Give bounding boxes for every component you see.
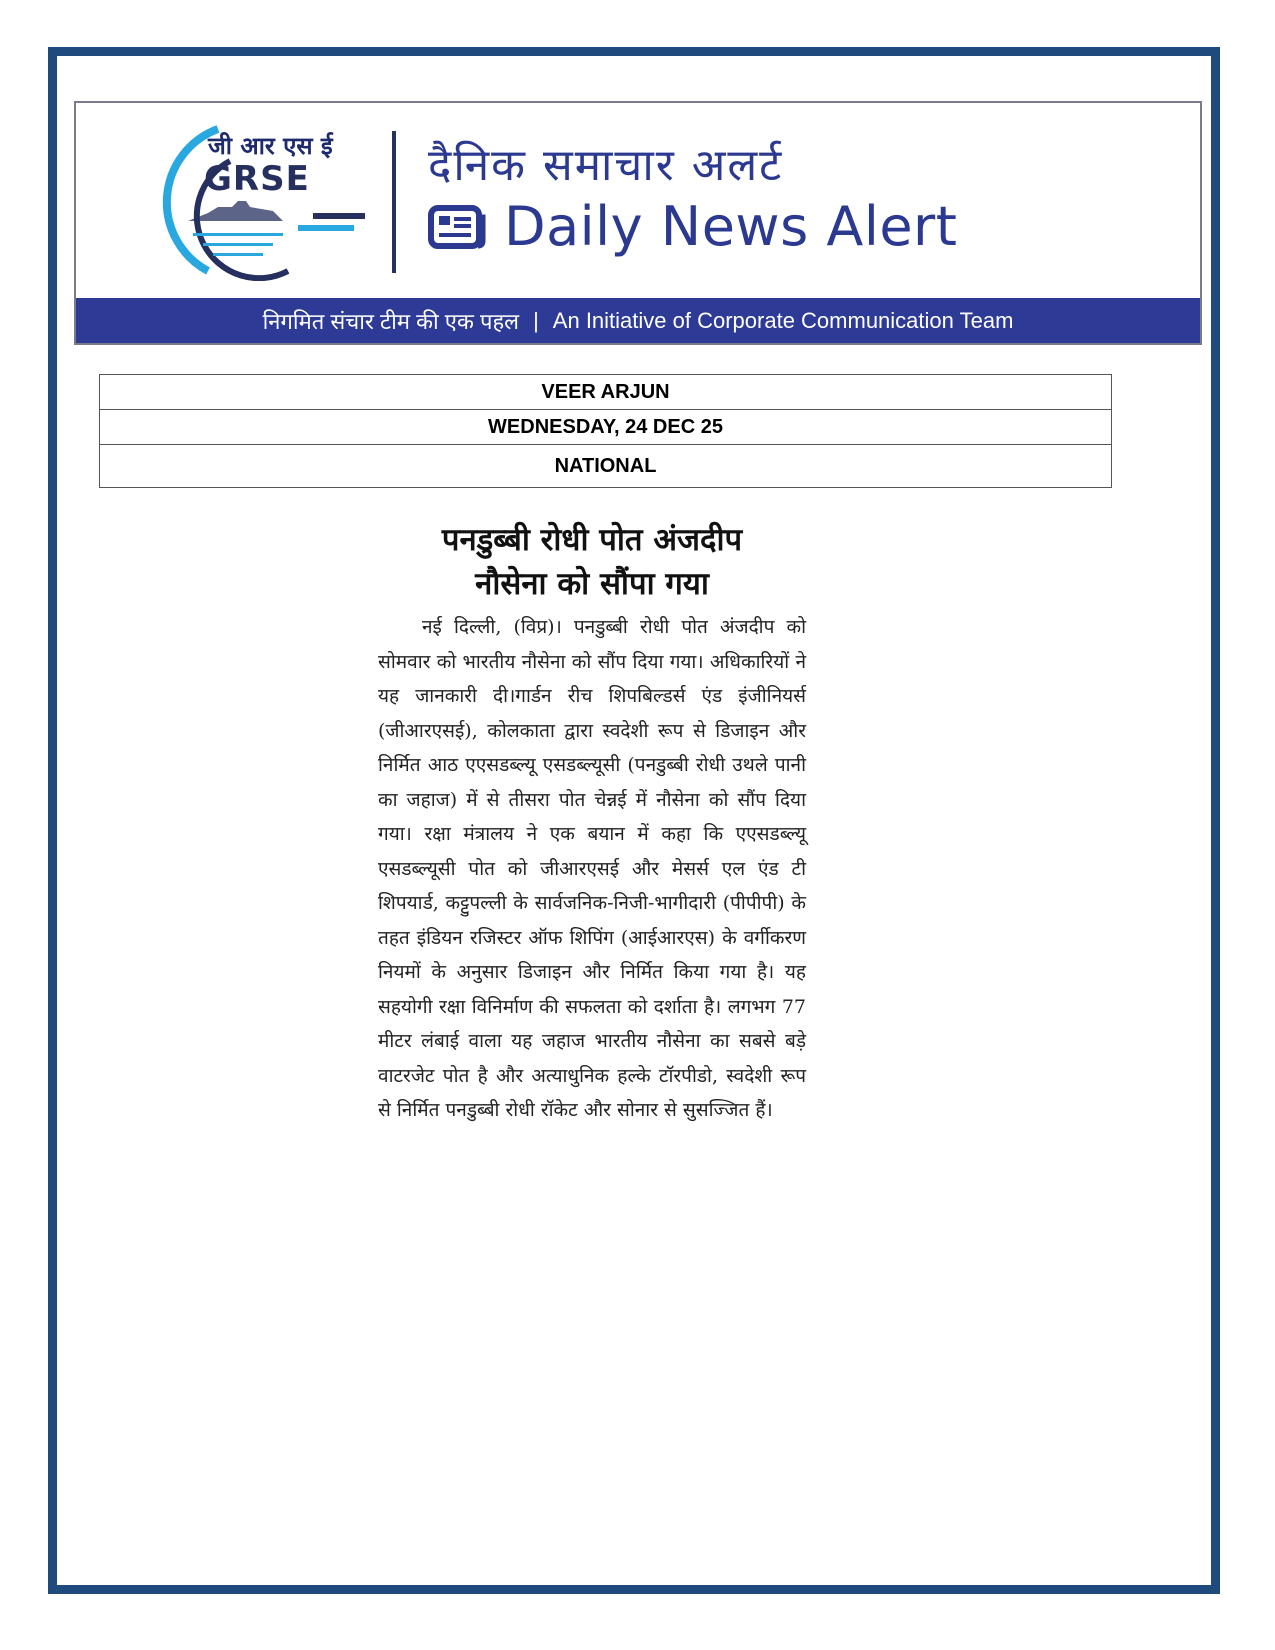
- headline-line-1: पनडुब्बी रोधी पोत अंजदीप: [441, 522, 743, 558]
- banner-divider: [392, 131, 396, 273]
- initiative-strip: [76, 298, 1200, 343]
- article-headline: [378, 518, 806, 606]
- title-english: Daily News Alert: [504, 195, 958, 258]
- headline-line-2: नौसेना को सौंपा गया: [475, 566, 709, 602]
- title-hindi: दैनिक समाचार अलर्ट: [428, 140, 784, 191]
- publication-edition: NATIONAL: [100, 445, 1112, 488]
- publication-date: WEDNESDAY, 24 DEC 25: [100, 410, 1112, 445]
- strip-separator: |: [533, 307, 539, 333]
- article-body: नई दिल्ली, (विप्र)। पनडुब्बी रोधी पोत अंजदीप को सोमवार को भारतीय नौसेना को सौंप दिया गया। अधिकारियों ने यह जानकारी दी।गार्डन रीच शिपबिल्डर्स एंड इंजीनियर्स (जीआरएसई), कोलकाता द्वारा स्वदेशी रूप से डिजाइन और निर्मित आठ एएसडब्ल्यू एसडब्ल्यूसी (पनडुब्बी रोधी उथले पानी का जहाज) में से तीसरा पोत चेन्नई में नौसेना को सौंप दिया गया। रक्षा मंत्रालय ने एक बयान में कहा कि एएसडब्ल्यू एसडब्ल्यूसी पोत को जीआरएसई और मेसर्स एल एंड टी शिपयार्ड, कट्टुपल्ली के सार्वजनिक-निजी-भागीदारी (पीपीपी) के तहत इंडियन रजिस्टर ऑफ शिपिंग (आईआरएस) के वर्गीकरण नियमों के अनुसार डिजाइन और निर्मित किया गया है। यह सहयोगी रक्षा विनिर्माण की सफलता को दर्शाता है। लगभग 77 मीटर लंबाई वाला यह जहाज भारतीय नौसेना का सबसे बड़े वाटरजेट पोत है और अत्याधुनिक हल्के टॉरपीडो, स्वदेशी रूप से निर्मित पनडुब्बी रोधी रॉकेट और सोनार से सुसज्जित हैं।: [378, 616, 806, 1121]
- title-english-row: [428, 195, 957, 258]
- banner-top: [76, 103, 1200, 298]
- newspaper-icon: [428, 205, 486, 249]
- news-article: [378, 518, 806, 1128]
- publication-name: VEER ARJUN: [100, 375, 1112, 410]
- publication-info-table: [99, 374, 1112, 488]
- strip-english-text: An Initiative of Corporate Communication Team: [552, 307, 1014, 333]
- daily-news-alert-banner: [74, 101, 1202, 345]
- logo-brand-text: GRSE: [204, 159, 310, 199]
- logo-hindi-text: जी आर एस ई: [208, 132, 333, 160]
- strip-hindi-text: निगमित संचार टीम की एक पहल: [262, 308, 520, 334]
